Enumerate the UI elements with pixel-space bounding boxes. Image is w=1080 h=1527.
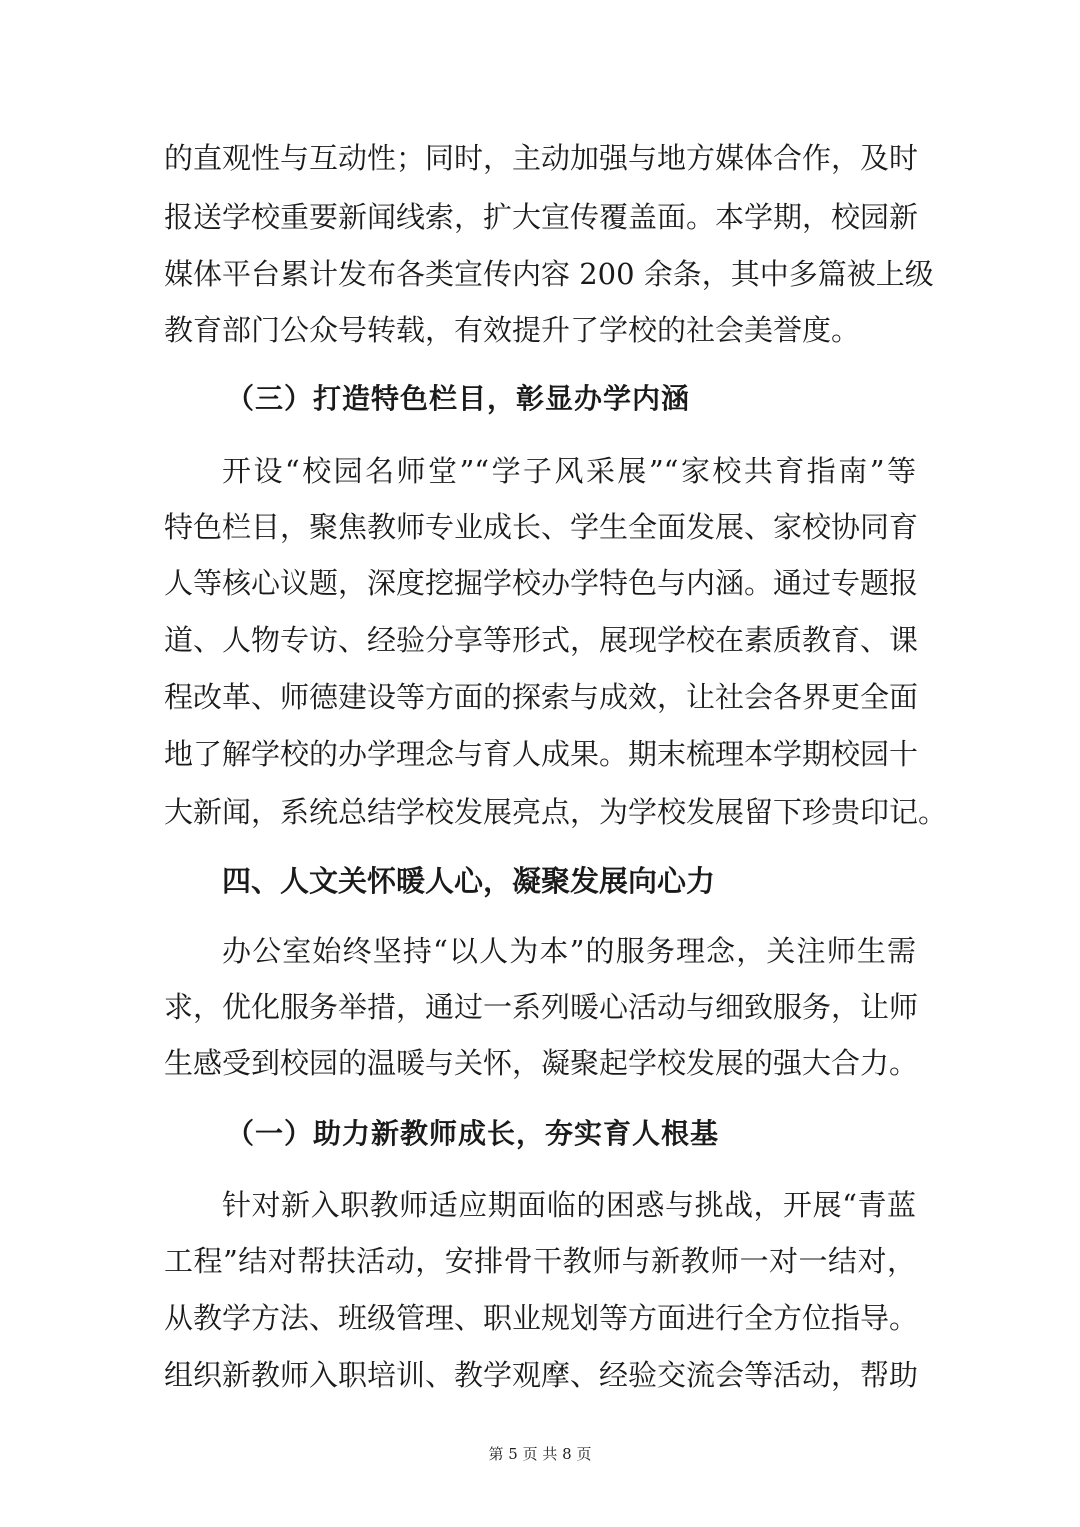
paragraph-line: 媒体平台累计发布各类宣传内容 200 余条，其中多篇被上级 bbox=[164, 257, 934, 291]
paragraph-line: 大新闻，系统总结学校发展亮点，为学校发展留下珍贵印记。 bbox=[164, 795, 948, 829]
paragraph-line: 工程”结对帮扶活动，安排骨干教师与新教师一对一结对， bbox=[164, 1244, 916, 1278]
paragraph-line: 求，优化服务举措，通过一系列暖心活动与细致服务，让师 bbox=[164, 990, 919, 1024]
section-subheading: （三）打造特色栏目，彰显办学内涵 bbox=[226, 382, 691, 415]
paragraph-line: 道、人物专访、经验分享等形式，展现学校在素质教育、课 bbox=[164, 623, 919, 657]
paragraph-line: 的直观性与互动性；同时，主动加强与地方媒体合作，及时 bbox=[164, 141, 919, 175]
paragraph-line: 针对新入职教师适应期面临的困惑与挑战，开展“青蓝 bbox=[222, 1188, 916, 1222]
paragraph-line: 程改革、师德建设等方面的探索与成效，让社会各界更全面 bbox=[164, 680, 919, 714]
paragraph-line: 组织新教师入职培训、教学观摩、经验交流会等活动，帮助 bbox=[164, 1358, 919, 1392]
paragraph-line: 报送学校重要新闻线索，扩大宣传覆盖面。本学期，校园新 bbox=[164, 200, 919, 234]
paragraph-line: 办公室始终坚持“以人为本”的服务理念，关注师生需 bbox=[222, 934, 916, 968]
paragraph-line: 人等核心议题，深度挖掘学校办学特色与内涵。通过专题报 bbox=[164, 566, 919, 600]
paragraph-line: 教育部门公众号转载，有效提升了学校的社会美誉度。 bbox=[164, 313, 861, 347]
paragraph-line: 开设“校园名师堂”“学子风采展”“家校共育指南”等 bbox=[222, 454, 916, 488]
section-heading: 四、人文关怀暖人心，凝聚发展向心力 bbox=[222, 864, 716, 898]
page-footer: 第 5 页 共 8 页 bbox=[488, 1445, 592, 1463]
paragraph-line: 地了解学校的办学理念与育人成果。期末梳理本学期校园十 bbox=[164, 737, 919, 771]
paragraph-line: 生感受到校园的温暖与关怀，凝聚起学校发展的强大合力。 bbox=[164, 1046, 919, 1080]
paragraph-line: 从教学方法、班级管理、职业规划等方面进行全方位指导。 bbox=[164, 1301, 919, 1335]
section-subheading: （一）助力新教师成长，夯实育人根基 bbox=[226, 1117, 720, 1150]
paragraph-line: 特色栏目，聚焦教师专业成长、学生全面发展、家校协同育 bbox=[164, 510, 919, 544]
